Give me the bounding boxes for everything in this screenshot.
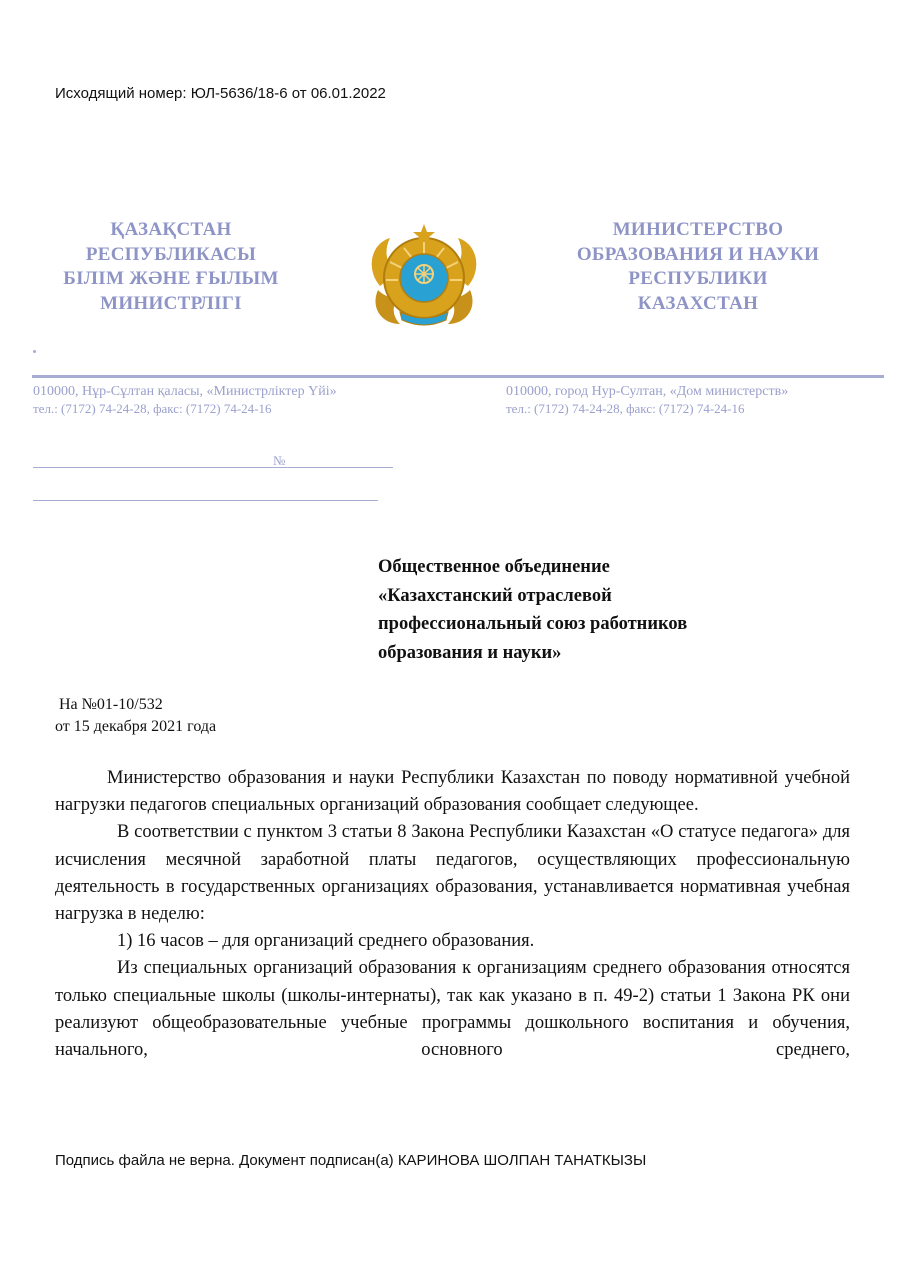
reference-number: На №01-10/532 [59,696,163,713]
address-block-kz [33,383,337,417]
reference-date: от 15 декабря 2021 года [55,718,217,735]
reference-block [55,694,216,738]
registration-date-line [33,467,393,468]
body-paragraph: Министерство образования и науки Республики Казахстан по поводу нормативной учебной нагрузки педагогов специальных организаций образования сообщает следующее. [55,768,850,816]
ministry-ru-line: РЕСПУБЛИКИ [628,268,768,289]
phone-ru: тел.: (7172) 74-24-28, факс: (7172) 74-24-16 [506,401,745,416]
outgoing-number: Исходящий номер: ЮЛ-5636/18-6 от 06.01.2022 [55,85,386,102]
ministry-kz-line: БІЛІМ ЖӘНЕ ҒЫЛЫМ [63,268,279,289]
body-paragraph: В соответствии с пунктом 3 статьи 8 Закона Республики Казахстан «О статусе педагога» для исчисления месячной заработной платы педагогов, осуществляющих профессиональную деятельность в государственных организациях образования, устанавливается нормативная учебная нагрузка в неделю: [55,822,850,925]
ministry-ru-line: КАЗАХСТАН [637,292,759,314]
ministry-ru-line: ОБРАЗОВАНИЯ И НАУКИ [576,243,820,265]
recipient-line: профессиональный союз работников [378,614,688,634]
ministry-name-ru [550,218,846,316]
address-block-ru [506,383,788,417]
state-emblem-icon [360,220,488,332]
registration-extra-line [33,500,378,501]
header-dot [33,350,36,353]
ministry-kz-line: РЕСПУБЛИКАСЫ [85,243,257,265]
recipient-line: Общественное объединение [378,557,610,577]
letter-body [55,765,850,1064]
signature-status-note: Подпись файла не верна. Документ подписан(а) КАРИНОВА ШОЛПАН ТАНАТКЫЗЫ [55,1152,647,1169]
recipient-line: «Казахстанский отраслевой [378,585,612,606]
phone-kz: тел.: (7172) 74-24-28, факс: (7172) 74-24-16 [33,401,272,416]
header-divider [32,375,884,378]
ministry-name-kz [30,218,312,316]
list-item: 1) 16 часов – для организаций среднего образования. [117,931,535,952]
registration-number-sign: № [273,453,286,468]
address-ru: 010000, город Нур-Султан, «Дом министерств» [506,384,789,399]
ministry-kz-line: ҚАЗАҚСТАН [110,219,232,240]
recipient-line: образования и науки» [378,642,562,663]
recipient-block [378,553,687,667]
ministry-kz-line: МИНИСТРЛІГІ [100,292,242,314]
address-kz: 010000, Нұр-Сұлтан қаласы, «Министрліктер Үйі» [33,384,337,399]
body-paragraph: Из специальных организаций образования к организациям среднего образования относятся только специальные школы (школы-интернаты), так как указано в п. 49-2) статьи 1 Закона РК они реализуют общеобразовательные учебные программы дошкольного воспитания и обучения, начального, основного среднего, [55,958,850,1061]
ministry-ru-line: МИНИСТЕРСТВО [612,219,784,240]
